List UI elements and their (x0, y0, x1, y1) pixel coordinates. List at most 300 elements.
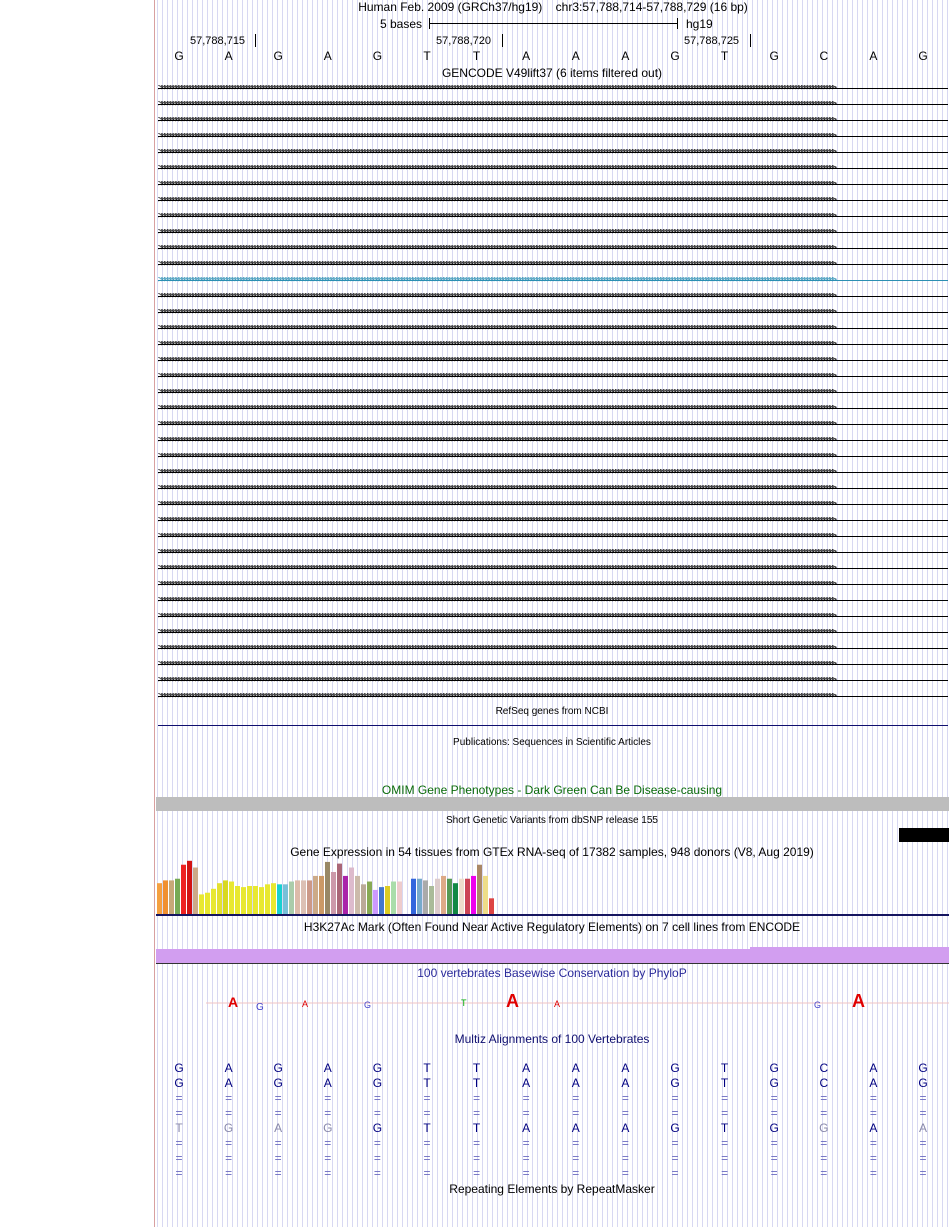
aligned-base: G (918, 1076, 928, 1090)
aligned-base: = (770, 1151, 778, 1165)
aligned-base: A (224, 1061, 233, 1075)
gtex-tissue-bar[interactable] (417, 879, 422, 914)
phylop-track[interactable] (156, 980, 949, 1030)
aligned-base: G (670, 1076, 680, 1090)
aligned-base: = (225, 1106, 233, 1120)
gtex-tissue-bar[interactable] (295, 880, 300, 914)
gtex-tissue-bar[interactable] (247, 886, 252, 914)
pubs-title: Publications: Sequences in Scientific Articles (453, 737, 651, 748)
aligned-base: = (473, 1136, 481, 1150)
gtex-tissue-bar[interactable] (319, 876, 324, 914)
aligned-base: G (769, 1076, 779, 1090)
transcript-track[interactable] (158, 449, 948, 463)
gtex-tissue-bar[interactable] (429, 886, 434, 914)
reference-base: A (323, 49, 332, 63)
strand-arrows: >>>>>>>>>>>>>>>>>>>>>>>>>>>>>>>>>>>>>>>>>>>>>>>>>>>>>>>>>>>>>>>>>>>>>>>>>>>>>>>>>>>>>>>>>>>>>>>>>>>>>>>>>>>>>>>>>>>>>>>>>>>>>>>>>>>>>>>>>>>>>>>>>>>>>>>>>>>>>>>>>>>>>>>>>>>>>>>>>>>>>>>>>>>>>>>>>>>>>>>>>>>>>>>>>>>>>>>>>>>>>>>>>>>>>>>>>>>>>>>> (158, 179, 835, 189)
gtex-tissue-bar[interactable] (391, 882, 396, 914)
transcript-track[interactable] (158, 321, 948, 335)
h3k27ac-title: H3K27Ac Mark (Often Found Near Active Regulatory Elements) on 7 cell lines from ENCODE (303, 920, 801, 934)
gtex-tissue-bar[interactable] (453, 883, 458, 914)
aligned-base: = (225, 1166, 233, 1180)
transcript-track[interactable] (158, 673, 948, 687)
aligned-base: T (423, 1121, 431, 1135)
aligned-base: = (671, 1166, 679, 1180)
transcript-track[interactable] (158, 145, 948, 159)
scale-bar-left-tick (429, 18, 430, 29)
aligned-base: = (423, 1166, 431, 1180)
transcript-track[interactable] (158, 177, 948, 191)
aligned-base: = (919, 1151, 927, 1165)
phylop-title: 100 vertebrates Basewise Conservation by PhyloP (417, 966, 687, 980)
aligned-base: = (869, 1151, 877, 1165)
aligned-base: = (671, 1091, 679, 1105)
gtex-tissue-bar[interactable] (187, 861, 192, 914)
gtex-tissue-bar[interactable] (193, 868, 198, 914)
aligned-base: T (423, 1061, 431, 1075)
transcript-track[interactable] (158, 433, 948, 447)
aligned-base: G (174, 1076, 184, 1090)
db-text: hg19 (686, 17, 713, 31)
reference-base: A (224, 49, 233, 63)
transcript-track[interactable] (158, 593, 948, 607)
reference-base: A (869, 49, 878, 63)
strand-arrows: >>>>>>>>>>>>>>>>>>>>>>>>>>>>>>>>>>>>>>>>>>>>>>>>>>>>>>>>>>>>>>>>>>>>>>>>>>>>>>>>>>>>>>>>>>>>>>>>>>>>>>>>>>>>>>>>>>>>>>>>>>>>>>>>>>>>>>>>>>>>>>>>>>>>>>>>>>>>>>>>>>>>>>>>>>>>>>>>>>>>>>>>>>>>>>>>>>>>>>>>>>>>>>>>>>>>>>>>>>>>>>>>>>>>>>>>>>>>>>>> (158, 531, 835, 541)
aligned-base: A (522, 1121, 531, 1135)
aligned-base: = (324, 1091, 332, 1105)
strand-arrows: >>>>>>>>>>>>>>>>>>>>>>>>>>>>>>>>>>>>>>>>>>>>>>>>>>>>>>>>>>>>>>>>>>>>>>>>>>>>>>>>>>>>>>>>>>>>>>>>>>>>>>>>>>>>>>>>>>>>>>>>>>>>>>>>>>>>>>>>>>>>>>>>>>>>>>>>>>>>>>>>>>>>>>>>>>>>>>>>>>>>>>>>>>>>>>>>>>>>>>>>>>>>>>>>>>>>>>>>>>>>>>>>>>>>>>>>>>>>>>>> (158, 515, 835, 525)
transcript-track[interactable] (158, 337, 948, 351)
aligned-base: = (522, 1106, 530, 1120)
transcript-track[interactable] (158, 129, 948, 143)
aligned-base: = (373, 1166, 381, 1180)
aligned-base: G (372, 1121, 383, 1135)
reference-base: C (819, 49, 829, 63)
strand-arrows: >>>>>>>>>>>>>>>>>>>>>>>>>>>>>>>>>>>>>>>>>>>>>>>>>>>>>>>>>>>>>>>>>>>>>>>>>>>>>>>>>>>>>>>>>>>>>>>>>>>>>>>>>>>>>>>>>>>>>>>>>>>>>>>>>>>>>>>>>>>>>>>>>>>>>>>>>>>>>>>>>>>>>>>>>>>>>>>>>>>>>>>>>>>>>>>>>>>>>>>>>>>>>>>>>>>>>>>>>>>>>>>>>>>>>>>>>>>>>>>> (158, 163, 835, 173)
transcript-track[interactable] (158, 305, 948, 319)
aligned-base: = (919, 1106, 927, 1120)
strand-arrows: >>>>>>>>>>>>>>>>>>>>>>>>>>>>>>>>>>>>>>>>>>>>>>>>>>>>>>>>>>>>>>>>>>>>>>>>>>>>>>>>>>>>>>>>>>>>>>>>>>>>>>>>>>>>>>>>>>>>>>>>>>>>>>>>>>>>>>>>>>>>>>>>>>>>>>>>>>>>>>>>>>>>>>>>>>>>>>>>>>>>>>>>>>>>>>>>>>>>>>>>>>>>>>>>>>>>>>>>>>>>>>>>>>>>>>>>>>>>>>>> (158, 323, 835, 333)
gtex-tissue-bar[interactable] (211, 889, 216, 914)
aligned-base: A (918, 1121, 927, 1135)
aligned-base: G (372, 1061, 383, 1075)
aligned-base: G (670, 1121, 680, 1135)
strand-arrows: >>>>>>>>>>>>>>>>>>>>>>>>>>>>>>>>>>>>>>>>>>>>>>>>>>>>>>>>>>>>>>>>>>>>>>>>>>>>>>>>>>>>>>>>>>>>>>>>>>>>>>>>>>>>>>>>>>>>>>>>>>>>>>>>>>>>>>>>>>>>>>>>>>>>>>>>>>>>>>>>>>>>>>>>>>>>>>>>>>>>>>>>>>>>>>>>>>>>>>>>>>>>>>>>>>>>>>>>>>>>>>>>>>>>>>>>>>>>>>>> (158, 499, 835, 509)
gtex-tissue-bar[interactable] (367, 882, 372, 914)
reference-base: G (372, 49, 383, 63)
aligned-base: = (473, 1106, 481, 1120)
omim-title: OMIM Gene Phenotypes - Dark Green Can Be Disease-causing (381, 783, 723, 797)
aligned-base: = (770, 1136, 778, 1150)
aligned-base: = (274, 1106, 282, 1120)
position-header (358, 0, 748, 14)
gtex-tissue-bar[interactable] (483, 876, 488, 914)
aligned-base: = (621, 1091, 629, 1105)
aligned-base: = (721, 1091, 729, 1105)
scale-bar-right-tick (677, 18, 678, 29)
transcript-track[interactable] (158, 289, 948, 303)
gtex-tissue-bar[interactable] (397, 882, 402, 914)
aligned-base: = (721, 1136, 729, 1150)
aligned-base: = (274, 1091, 282, 1105)
aligned-base: = (572, 1106, 580, 1120)
aligned-base: = (473, 1151, 481, 1165)
tick-label-2: 57,788,720 (436, 35, 492, 47)
transcript-track[interactable] (158, 209, 948, 223)
transcript-track[interactable] (158, 273, 948, 287)
aligned-base: G (769, 1121, 779, 1135)
transcript-track[interactable] (158, 561, 948, 575)
aligned-base: = (919, 1091, 927, 1105)
gtex-tissue-bar[interactable] (169, 880, 174, 914)
aligned-base: A (869, 1121, 878, 1135)
aligned-base: A (323, 1061, 332, 1075)
tick-label-1: 57,788,715 (190, 35, 246, 47)
transcript-track[interactable] (158, 689, 948, 703)
transcript-track[interactable] (158, 465, 948, 479)
reference-base: G (769, 49, 779, 63)
reference-base: A (522, 49, 531, 63)
strand-arrows: >>>>>>>>>>>>>>>>>>>>>>>>>>>>>>>>>>>>>>>>>>>>>>>>>>>>>>>>>>>>>>>>>>>>>>>>>>>>>>>>>>>>>>>>>>>>>>>>>>>>>>>>>>>>>>>>>>>>>>>>>>>>>>>>>>>>>>>>>>>>>>>>>>>>>>>>>>>>>>>>>>>>>>>>>>>>>>>>>>>>>>>>>>>>>>>>>>>>>>>>>>>>>>>>>>>>>>>>>>>>>>>>>>>>>>>>>>>>>>>> (158, 307, 835, 317)
gtex-tissue-bar[interactable] (435, 879, 440, 914)
phylop-trough-3: G (814, 1000, 822, 1010)
aligned-base: = (225, 1136, 233, 1150)
strand-arrows: >>>>>>>>>>>>>>>>>>>>>>>>>>>>>>>>>>>>>>>>>>>>>>>>>>>>>>>>>>>>>>>>>>>>>>>>>>>>>>>>>>>>>>>>>>>>>>>>>>>>>>>>>>>>>>>>>>>>>>>>>>>>>>>>>>>>>>>>>>>>>>>>>>>>>>>>>>>>>>>>>>>>>>>>>>>>>>>>>>>>>>>>>>>>>>>>>>>>>>>>>>>>>>>>>>>>>>>>>>>>>>>>>>>>>>>>>>>>>>>> (158, 243, 835, 253)
gtex-tissue-bar[interactable] (313, 876, 318, 914)
strand-arrows: >>>>>>>>>>>>>>>>>>>>>>>>>>>>>>>>>>>>>>>>>>>>>>>>>>>>>>>>>>>>>>>>>>>>>>>>>>>>>>>>>>>>>>>>>>>>>>>>>>>>>>>>>>>>>>>>>>>>>>>>>>>>>>>>>>>>>>>>>>>>>>>>>>>>>>>>>>>>>>>>>>>>>>>>>>>>>>>>>>>>>>>>>>>>>>>>>>>>>>>>>>>>>>>>>>>>>>>>>>>>>>>>>>>>>>>>>>>>>>>> (158, 627, 835, 637)
position-text: chr3:57,788,714-57,788,729 (16 bp) (555, 0, 748, 14)
reference-base: T (472, 49, 481, 63)
transcript-track[interactable] (158, 657, 948, 671)
aligned-base: G (273, 1076, 283, 1090)
dbsnp-variant[interactable] (899, 828, 949, 842)
strand-arrows: >>>>>>>>>>>>>>>>>>>>>>>>>>>>>>>>>>>>>>>>>>>>>>>>>>>>>>>>>>>>>>>>>>>>>>>>>>>>>>>>>>>>>>>>>>>>>>>>>>>>>>>>>>>>>>>>>>>>>>>>>>>>>>>>>>>>>>>>>>>>>>>>>>>>>>>>>>>>>>>>>>>>>>>>>>>>>>>>>>>>>>>>>>>>>>>>>>>>>>>>>>>>>>>>>>>>>>>>>>>>>>>>>>>>>>>>>>>>>>>> (158, 643, 835, 653)
aligned-base: = (820, 1106, 828, 1120)
phylop-peak-3: T (461, 998, 467, 1008)
gtex-tissue-bar[interactable] (205, 893, 210, 914)
gtex-tissue-bar[interactable] (379, 887, 384, 914)
aligned-base: A (224, 1076, 233, 1090)
aligned-base: = (572, 1091, 580, 1105)
phylop-peak-1: A (228, 994, 239, 1010)
transcript-track[interactable] (158, 161, 948, 175)
aligned-base: G (918, 1061, 928, 1075)
aligned-base: A (571, 1076, 580, 1090)
aligned-base: = (721, 1166, 729, 1180)
aligned-base: G (769, 1061, 779, 1075)
transcript-track[interactable] (158, 609, 948, 623)
gtex-tissue-bar[interactable] (447, 879, 452, 914)
gtex-tissue-bar[interactable] (199, 894, 204, 914)
gtex-tissue-bar[interactable] (271, 883, 276, 914)
multiz-title: Multiz Alignments of 100 Vertebrates (454, 1032, 650, 1046)
gtex-tissue-bar[interactable] (385, 886, 390, 914)
aligned-base: = (175, 1091, 183, 1105)
gtex-tissue-bar[interactable] (307, 880, 312, 914)
track-labels (0, 0, 153, 1227)
aligned-base: T (472, 1061, 481, 1075)
aligned-base: = (522, 1166, 530, 1180)
aligned-base: = (522, 1091, 530, 1105)
transcript-track[interactable] (158, 193, 948, 207)
aligned-base: A (621, 1121, 630, 1135)
tick-mark-3 (750, 34, 751, 47)
aligned-base: T (175, 1121, 183, 1135)
transcript-track[interactable] (158, 113, 948, 127)
gtex-tissue-bar[interactable] (465, 879, 470, 914)
aligned-base: = (671, 1136, 679, 1150)
gtex-tissue-bar[interactable] (343, 876, 348, 914)
reference-base: A (571, 49, 580, 63)
transcript-track[interactable] (158, 481, 948, 495)
transcript-track[interactable] (158, 225, 948, 239)
gtex-tissue-bar[interactable] (373, 890, 378, 914)
strand-arrows: >>>>>>>>>>>>>>>>>>>>>>>>>>>>>>>>>>>>>>>>>>>>>>>>>>>>>>>>>>>>>>>>>>>>>>>>>>>>>>>>>>>>>>>>>>>>>>>>>>>>>>>>>>>>>>>>>>>>>>>>>>>>>>>>>>>>>>>>>>>>>>>>>>>>>>>>>>>>>>>>>>>>>>>>>>>>>>>>>>>>>>>>>>>>>>>>>>>>>>>>>>>>>>>>>>>>>>>>>>>>>>>>>>>>>>>>>>>>>>>> (158, 435, 835, 445)
strand-arrows: >>>>>>>>>>>>>>>>>>>>>>>>>>>>>>>>>>>>>>>>>>>>>>>>>>>>>>>>>>>>>>>>>>>>>>>>>>>>>>>>>>>>>>>>>>>>>>>>>>>>>>>>>>>>>>>>>>>>>>>>>>>>>>>>>>>>>>>>>>>>>>>>>>>>>>>>>>>>>>>>>>>>>>>>>>>>>>>>>>>>>>>>>>>>>>>>>>>>>>>>>>>>>>>>>>>>>>>>>>>>>>>>>>>>>>>>>>>>>>>> (158, 195, 835, 205)
aligned-base: = (373, 1091, 381, 1105)
aligned-base: A (869, 1061, 878, 1075)
gtex-tissue-bar[interactable] (259, 887, 264, 914)
reference-base: T (720, 49, 729, 63)
transcript-track[interactable] (158, 529, 948, 543)
aligned-base: = (919, 1166, 927, 1180)
gtex-tissue-bar[interactable] (301, 880, 306, 914)
strand-arrows: >>>>>>>>>>>>>>>>>>>>>>>>>>>>>>>>>>>>>>>>>>>>>>>>>>>>>>>>>>>>>>>>>>>>>>>>>>>>>>>>>>>>>>>>>>>>>>>>>>>>>>>>>>>>>>>>>>>>>>>>>>>>>>>>>>>>>>>>>>>>>>>>>>>>>>>>>>>>>>>>>>>>>>>>>>>>>>>>>>>>>>>>>>>>>>>>>>>>>>>>>>>>>>>>>>>>>>>>>>>>>>>>>>>>>>>>>>>>>>>> (158, 675, 835, 685)
gtex-tissue-bar[interactable] (337, 864, 342, 914)
transcript-track[interactable] (158, 241, 948, 255)
refseq-line[interactable] (158, 725, 948, 726)
transcript-track[interactable] (158, 369, 948, 383)
gtex-divider (156, 914, 949, 916)
aligned-base: = (274, 1151, 282, 1165)
strand-arrows: >>>>>>>>>>>>>>>>>>>>>>>>>>>>>>>>>>>>>>>>>>>>>>>>>>>>>>>>>>>>>>>>>>>>>>>>>>>>>>>>>>>>>>>>>>>>>>>>>>>>>>>>>>>>>>>>>>>>>>>>>>>>>>>>>>>>>>>>>>>>>>>>>>>>>>>>>>>>>>>>>>>>>>>>>>>>>>>>>>>>>>>>>>>>>>>>>>>>>>>>>>>>>>>>>>>>>>>>>>>>>>>>>>>>>>>>>>>>>>>> (158, 403, 835, 413)
gtex-bar-chart[interactable] (156, 858, 556, 914)
gtex-tissue-bar[interactable] (181, 865, 186, 914)
aligned-base: T (472, 1076, 481, 1090)
gtex-tissue-bar[interactable] (459, 879, 464, 914)
transcript-track[interactable] (158, 641, 948, 655)
aligned-base: G (223, 1121, 234, 1135)
aligned-base: = (324, 1136, 332, 1150)
strand-arrows: >>>>>>>>>>>>>>>>>>>>>>>>>>>>>>>>>>>>>>>>>>>>>>>>>>>>>>>>>>>>>>>>>>>>>>>>>>>>>>>>>>>>>>>>>>>>>>>>>>>>>>>>>>>>>>>>>>>>>>>>>>>>>>>>>>>>>>>>>>>>>>>>>>>>>>>>>>>>>>>>>>>>>>>>>>>>>>>>>>>>>>>>>>>>>>>>>>>>>>>>>>>>>>>>>>>>>>>>>>>>>>>>>>>>>>>>>>>>>>>> (158, 355, 835, 365)
gtex-tissue-bar[interactable] (163, 880, 168, 914)
strand-arrows: >>>>>>>>>>>>>>>>>>>>>>>>>>>>>>>>>>>>>>>>>>>>>>>>>>>>>>>>>>>>>>>>>>>>>>>>>>>>>>>>>>>>>>>>>>>>>>>>>>>>>>>>>>>>>>>>>>>>>>>>>>>>>>>>>>>>>>>>>>>>>>>>>>>>>>>>>>>>>>>>>>>>>>>>>>>>>>>>>>>>>>>>>>>>>>>>>>>>>>>>>>>>>>>>>>>>>>>>>>>>>>>>>>>>>>>>>>>>>>>> (158, 611, 835, 621)
strand-arrows: >>>>>>>>>>>>>>>>>>>>>>>>>>>>>>>>>>>>>>>>>>>>>>>>>>>>>>>>>>>>>>>>>>>>>>>>>>>>>>>>>>>>>>>>>>>>>>>>>>>>>>>>>>>>>>>>>>>>>>>>>>>>>>>>>>>>>>>>>>>>>>>>>>>>>>>>>>>>>>>>>>>>>>>>>>>>>>>>>>>>>>>>>>>>>>>>>>>>>>>>>>>>>>>>>>>>>>>>>>>>>>>>>>>>>>>>>>>>>>>> (158, 483, 835, 493)
gtex-title: Gene Expression in 54 tissues from GTEx RNA-seq of 17382 samples, 948 donors (V8, Aug 2019) (290, 845, 814, 859)
gtex-tissue-bar[interactable] (355, 876, 360, 914)
aligned-base: G (819, 1121, 829, 1135)
strand-arrows: >>>>>>>>>>>>>>>>>>>>>>>>>>>>>>>>>>>>>>>>>>>>>>>>>>>>>>>>>>>>>>>>>>>>>>>>>>>>>>>>>>>>>>>>>>>>>>>>>>>>>>>>>>>>>>>>>>>>>>>>>>>>>>>>>>>>>>>>>>>>>>>>>>>>>>>>>>>>>>>>>>>>>>>>>>>>>>>>>>>>>>>>>>>>>>>>>>>>>>>>>>>>>>>>>>>>>>>>>>>>>>>>>>>>>>>>>>>>>>>> (158, 691, 835, 701)
aligned-base: = (721, 1151, 729, 1165)
transcript-track[interactable] (158, 97, 948, 111)
aligned-base: = (522, 1151, 530, 1165)
transcript-track[interactable] (158, 385, 948, 399)
aligned-base: = (274, 1136, 282, 1150)
aligned-base: A (522, 1061, 531, 1075)
strand-arrows: >>>>>>>>>>>>>>>>>>>>>>>>>>>>>>>>>>>>>>>>>>>>>>>>>>>>>>>>>>>>>>>>>>>>>>>>>>>>>>>>>>>>>>>>>>>>>>>>>>>>>>>>>>>>>>>>>>>>>>>>>>>>>>>>>>>>>>>>>>>>>>>>>>>>>>>>>>>>>>>>>>>>>>>>>>>>>>>>>>>>>>>>>>>>>>>>>>>>>>>>>>>>>>>>>>>>>>>>>>>>>>>>>>>>>>>>>>>>>>>> (158, 547, 835, 557)
aligned-base: = (671, 1106, 679, 1120)
transcript-track[interactable] (158, 625, 948, 639)
aligned-base: = (423, 1136, 431, 1150)
scale-bar (429, 23, 677, 24)
strand-arrows: >>>>>>>>>>>>>>>>>>>>>>>>>>>>>>>>>>>>>>>>>>>>>>>>>>>>>>>>>>>>>>>>>>>>>>>>>>>>>>>>>>>>>>>>>>>>>>>>>>>>>>>>>>>>>>>>>>>>>>>>>>>>>>>>>>>>>>>>>>>>>>>>>>>>>>>>>>>>>>>>>>>>>>>>>>>>>>>>>>>>>>>>>>>>>>>>>>>>>>>>>>>>>>>>>>>>>>>>>>>>>>>>>>>>>>>>>>>>>>>> (158, 99, 835, 109)
strand-arrows: >>>>>>>>>>>>>>>>>>>>>>>>>>>>>>>>>>>>>>>>>>>>>>>>>>>>>>>>>>>>>>>>>>>>>>>>>>>>>>>>>>>>>>>>>>>>>>>>>>>>>>>>>>>>>>>>>>>>>>>>>>>>>>>>>>>>>>>>>>>>>>>>>>>>>>>>>>>>>>>>>>>>>>>>>>>>>>>>>>>>>>>>>>>>>>>>>>>>>>>>>>>>>>>>>>>>>>>>>>>>>>>>>>>>>>>>>>>>>>>> (158, 275, 835, 285)
aligned-base: = (869, 1136, 877, 1150)
tick-mark-1 (255, 34, 256, 47)
gtex-tissue-bar[interactable] (229, 882, 234, 914)
strand-arrows: >>>>>>>>>>>>>>>>>>>>>>>>>>>>>>>>>>>>>>>>>>>>>>>>>>>>>>>>>>>>>>>>>>>>>>>>>>>>>>>>>>>>>>>>>>>>>>>>>>>>>>>>>>>>>>>>>>>>>>>>>>>>>>>>>>>>>>>>>>>>>>>>>>>>>>>>>>>>>>>>>>>>>>>>>>>>>>>>>>>>>>>>>>>>>>>>>>>>>>>>>>>>>>>>>>>>>>>>>>>>>>>>>>>>>>>>>>>>>>>> (158, 83, 835, 93)
strand-arrows: >>>>>>>>>>>>>>>>>>>>>>>>>>>>>>>>>>>>>>>>>>>>>>>>>>>>>>>>>>>>>>>>>>>>>>>>>>>>>>>>>>>>>>>>>>>>>>>>>>>>>>>>>>>>>>>>>>>>>>>>>>>>>>>>>>>>>>>>>>>>>>>>>>>>>>>>>>>>>>>>>>>>>>>>>>>>>>>>>>>>>>>>>>>>>>>>>>>>>>>>>>>>>>>>>>>>>>>>>>>>>>>>>>>>>>>>>>>>>>>> (158, 467, 835, 477)
aligned-base: = (175, 1166, 183, 1180)
aligned-base: = (770, 1106, 778, 1120)
aligned-base: C (819, 1061, 829, 1075)
aligned-base: = (820, 1136, 828, 1150)
gtex-tissue-bar[interactable] (477, 865, 482, 914)
strand-arrows: >>>>>>>>>>>>>>>>>>>>>>>>>>>>>>>>>>>>>>>>>>>>>>>>>>>>>>>>>>>>>>>>>>>>>>>>>>>>>>>>>>>>>>>>>>>>>>>>>>>>>>>>>>>>>>>>>>>>>>>>>>>>>>>>>>>>>>>>>>>>>>>>>>>>>>>>>>>>>>>>>>>>>>>>>>>>>>>>>>>>>>>>>>>>>>>>>>>>>>>>>>>>>>>>>>>>>>>>>>>>>>>>>>>>>>>>>>>>>>>> (158, 291, 835, 301)
aligned-base: T (472, 1121, 481, 1135)
gtex-tissue-bar[interactable] (411, 879, 416, 914)
gtex-tissue-bar[interactable] (331, 872, 336, 914)
aligned-base: = (274, 1166, 282, 1180)
tick-label-3: 57,788,725 (684, 35, 740, 47)
aligned-base: = (423, 1091, 431, 1105)
aligned-base: = (225, 1151, 233, 1165)
aligned-base: = (820, 1166, 828, 1180)
repeatmasker-title: Repeating Elements by RepeatMasker (449, 1182, 655, 1196)
reference-base: T (423, 49, 431, 63)
gtex-tissue-bar[interactable] (349, 868, 354, 914)
gtex-tissue-bar[interactable] (423, 880, 428, 914)
strand-arrows: >>>>>>>>>>>>>>>>>>>>>>>>>>>>>>>>>>>>>>>>>>>>>>>>>>>>>>>>>>>>>>>>>>>>>>>>>>>>>>>>>>>>>>>>>>>>>>>>>>>>>>>>>>>>>>>>>>>>>>>>>>>>>>>>>>>>>>>>>>>>>>>>>>>>>>>>>>>>>>>>>>>>>>>>>>>>>>>>>>>>>>>>>>>>>>>>>>>>>>>>>>>>>>>>>>>>>>>>>>>>>>>>>>>>>>>>>>>>>>>> (158, 227, 835, 237)
transcript-track[interactable] (158, 417, 948, 431)
aligned-base: G (323, 1121, 333, 1135)
gtex-tissue-bar[interactable] (175, 879, 180, 914)
gtex-tissue-bar[interactable] (489, 898, 494, 914)
aligned-base: A (274, 1121, 283, 1135)
aligned-base: G (372, 1076, 383, 1090)
gtex-tissue-bar[interactable] (289, 882, 294, 914)
aligned-base: A (571, 1061, 580, 1075)
h3k27ac-signal-peak (750, 947, 949, 949)
gtex-tissue-bar[interactable] (241, 887, 246, 914)
aligned-base: = (175, 1136, 183, 1150)
gtex-tissue-bar[interactable] (217, 883, 222, 914)
reference-base: G (918, 49, 928, 63)
h3k27ac-signal[interactable] (156, 949, 949, 963)
aligned-base: = (473, 1166, 481, 1180)
strand-arrows: >>>>>>>>>>>>>>>>>>>>>>>>>>>>>>>>>>>>>>>>>>>>>>>>>>>>>>>>>>>>>>>>>>>>>>>>>>>>>>>>>>>>>>>>>>>>>>>>>>>>>>>>>>>>>>>>>>>>>>>>>>>>>>>>>>>>>>>>>>>>>>>>>>>>>>>>>>>>>>>>>>>>>>>>>>>>>>>>>>>>>>>>>>>>>>>>>>>>>>>>>>>>>>>>>>>>>>>>>>>>>>>>>>>>>>>>>>>>>>>> (158, 595, 835, 605)
gtex-tissue-bar[interactable] (361, 884, 366, 914)
aligned-base: = (671, 1151, 679, 1165)
aligned-base: T (423, 1076, 431, 1090)
aligned-base: = (324, 1166, 332, 1180)
strand-arrows: >>>>>>>>>>>>>>>>>>>>>>>>>>>>>>>>>>>>>>>>>>>>>>>>>>>>>>>>>>>>>>>>>>>>>>>>>>>>>>>>>>>>>>>>>>>>>>>>>>>>>>>>>>>>>>>>>>>>>>>>>>>>>>>>>>>>>>>>>>>>>>>>>>>>>>>>>>>>>>>>>>>>>>>>>>>>>>>>>>>>>>>>>>>>>>>>>>>>>>>>>>>>>>>>>>>>>>>>>>>>>>>>>>>>>>>>>>>>>>>> (158, 451, 835, 461)
aligned-base: A (621, 1061, 630, 1075)
aligned-base: = (175, 1151, 183, 1165)
transcript-track[interactable] (158, 81, 948, 95)
aligned-base: = (621, 1136, 629, 1150)
dbsnp-title: Short Genetic Variants from dbSNP release 155 (446, 815, 658, 826)
strand-arrows: >>>>>>>>>>>>>>>>>>>>>>>>>>>>>>>>>>>>>>>>>>>>>>>>>>>>>>>>>>>>>>>>>>>>>>>>>>>>>>>>>>>>>>>>>>>>>>>>>>>>>>>>>>>>>>>>>>>>>>>>>>>>>>>>>>>>>>>>>>>>>>>>>>>>>>>>>>>>>>>>>>>>>>>>>>>>>>>>>>>>>>>>>>>>>>>>>>>>>>>>>>>>>>>>>>>>>>>>>>>>>>>>>>>>>>>>>>>>>>>> (158, 131, 835, 141)
gtex-tissue-bar[interactable] (471, 876, 476, 914)
phylop-trough-1: G (256, 1002, 264, 1013)
aligned-base: G (174, 1061, 184, 1075)
gtex-tissue-bar[interactable] (265, 884, 270, 914)
aligned-base: = (820, 1091, 828, 1105)
aligned-base: = (324, 1106, 332, 1120)
aligned-base: = (572, 1166, 580, 1180)
aligned-base: = (423, 1151, 431, 1165)
reference-base: A (621, 49, 630, 63)
aligned-base: G (273, 1061, 283, 1075)
reference-base: G (670, 49, 680, 63)
transcript-track[interactable] (158, 545, 948, 559)
phylop-peak-5: A (554, 999, 561, 1009)
aligned-base: = (522, 1136, 530, 1150)
scale-text: 5 bases (380, 17, 423, 31)
transcript-track[interactable] (158, 513, 948, 527)
strand-arrows: >>>>>>>>>>>>>>>>>>>>>>>>>>>>>>>>>>>>>>>>>>>>>>>>>>>>>>>>>>>>>>>>>>>>>>>>>>>>>>>>>>>>>>>>>>>>>>>>>>>>>>>>>>>>>>>>>>>>>>>>>>>>>>>>>>>>>>>>>>>>>>>>>>>>>>>>>>>>>>>>>>>>>>>>>>>>>>>>>>>>>>>>>>>>>>>>>>>>>>>>>>>>>>>>>>>>>>>>>>>>>>>>>>>>>>>>>>>>>>>> (158, 419, 835, 429)
aligned-base: C (819, 1076, 829, 1090)
aligned-base: = (324, 1151, 332, 1165)
gtex-tissue-bar[interactable] (235, 886, 240, 914)
reference-base: G (174, 49, 184, 63)
strand-arrows: >>>>>>>>>>>>>>>>>>>>>>>>>>>>>>>>>>>>>>>>>>>>>>>>>>>>>>>>>>>>>>>>>>>>>>>>>>>>>>>>>>>>>>>>>>>>>>>>>>>>>>>>>>>>>>>>>>>>>>>>>>>>>>>>>>>>>>>>>>>>>>>>>>>>>>>>>>>>>>>>>>>>>>>>>>>>>>>>>>>>>>>>>>>>>>>>>>>>>>>>>>>>>>>>>>>>>>>>>>>>>>>>>>>>>>>>>>>>>>>> (158, 563, 835, 573)
aligned-base: T (720, 1076, 729, 1090)
strand-arrows: >>>>>>>>>>>>>>>>>>>>>>>>>>>>>>>>>>>>>>>>>>>>>>>>>>>>>>>>>>>>>>>>>>>>>>>>>>>>>>>>>>>>>>>>>>>>>>>>>>>>>>>>>>>>>>>>>>>>>>>>>>>>>>>>>>>>>>>>>>>>>>>>>>>>>>>>>>>>>>>>>>>>>>>>>>>>>>>>>>>>>>>>>>>>>>>>>>>>>>>>>>>>>>>>>>>>>>>>>>>>>>>>>>>>>>>>>>>>>>>> (158, 147, 835, 157)
aligned-base: = (572, 1136, 580, 1150)
aligned-base: = (919, 1136, 927, 1150)
strand-arrows: >>>>>>>>>>>>>>>>>>>>>>>>>>>>>>>>>>>>>>>>>>>>>>>>>>>>>>>>>>>>>>>>>>>>>>>>>>>>>>>>>>>>>>>>>>>>>>>>>>>>>>>>>>>>>>>>>>>>>>>>>>>>>>>>>>>>>>>>>>>>>>>>>>>>>>>>>>>>>>>>>>>>>>>>>>>>>>>>>>>>>>>>>>>>>>>>>>>>>>>>>>>>>>>>>>>>>>>>>>>>>>>>>>>>>>>>>>>>>>>> (158, 211, 835, 221)
h3k27ac-divider (156, 963, 949, 964)
phylop-trough-2: G (364, 1000, 372, 1010)
gtex-tissue-bar[interactable] (223, 880, 228, 914)
gtex-tissue-bar[interactable] (253, 886, 258, 914)
strand-arrows: >>>>>>>>>>>>>>>>>>>>>>>>>>>>>>>>>>>>>>>>>>>>>>>>>>>>>>>>>>>>>>>>>>>>>>>>>>>>>>>>>>>>>>>>>>>>>>>>>>>>>>>>>>>>>>>>>>>>>>>>>>>>>>>>>>>>>>>>>>>>>>>>>>>>>>>>>>>>>>>>>>>>>>>>>>>>>>>>>>>>>>>>>>>>>>>>>>>>>>>>>>>>>>>>>>>>>>>>>>>>>>>>>>>>>>>>>>>>>>>> (158, 659, 835, 669)
omim-bar[interactable] (156, 797, 949, 811)
transcript-track[interactable] (158, 497, 948, 511)
transcript-track[interactable] (158, 401, 948, 415)
transcript-track[interactable] (158, 257, 948, 271)
gtex-tissue-bar[interactable] (283, 884, 288, 914)
phylop-peak-6: A (852, 991, 865, 1011)
gencode-title: GENCODE V49lift37 (6 items filtered out) (441, 66, 663, 80)
aligned-base: = (225, 1091, 233, 1105)
aligned-base: = (621, 1151, 629, 1165)
aligned-base: A (869, 1076, 878, 1090)
aligned-base: = (721, 1106, 729, 1120)
aligned-base: = (175, 1106, 183, 1120)
aligned-base: T (720, 1121, 729, 1135)
aligned-base: = (373, 1151, 381, 1165)
tick-mark-2 (502, 34, 503, 47)
aligned-base: = (572, 1151, 580, 1165)
aligned-base: A (522, 1076, 531, 1090)
gtex-tissue-bar[interactable] (277, 884, 282, 914)
aligned-base: = (869, 1166, 877, 1180)
transcript-track[interactable] (158, 577, 948, 591)
gtex-tissue-bar[interactable] (441, 876, 446, 914)
transcript-track[interactable] (158, 353, 948, 367)
assembly-name: Human Feb. 2009 (GRCh37/hg19) (358, 0, 543, 14)
strand-arrows: >>>>>>>>>>>>>>>>>>>>>>>>>>>>>>>>>>>>>>>>>>>>>>>>>>>>>>>>>>>>>>>>>>>>>>>>>>>>>>>>>>>>>>>>>>>>>>>>>>>>>>>>>>>>>>>>>>>>>>>>>>>>>>>>>>>>>>>>>>>>>>>>>>>>>>>>>>>>>>>>>>>>>>>>>>>>>>>>>>>>>>>>>>>>>>>>>>>>>>>>>>>>>>>>>>>>>>>>>>>>>>>>>>>>>>>>>>>>>>>> (158, 115, 835, 125)
aligned-base: A (621, 1076, 630, 1090)
aligned-base: = (423, 1106, 431, 1120)
aligned-base: A (323, 1076, 332, 1090)
refseq-title: RefSeq genes from NCBI (495, 706, 609, 717)
gtex-tissue-bar[interactable] (325, 862, 330, 914)
gtex-tissue-bar[interactable] (157, 883, 162, 914)
strand-arrows: >>>>>>>>>>>>>>>>>>>>>>>>>>>>>>>>>>>>>>>>>>>>>>>>>>>>>>>>>>>>>>>>>>>>>>>>>>>>>>>>>>>>>>>>>>>>>>>>>>>>>>>>>>>>>>>>>>>>>>>>>>>>>>>>>>>>>>>>>>>>>>>>>>>>>>>>>>>>>>>>>>>>>>>>>>>>>>>>>>>>>>>>>>>>>>>>>>>>>>>>>>>>>>>>>>>>>>>>>>>>>>>>>>>>>>>>>>>>>>>> (158, 579, 835, 589)
